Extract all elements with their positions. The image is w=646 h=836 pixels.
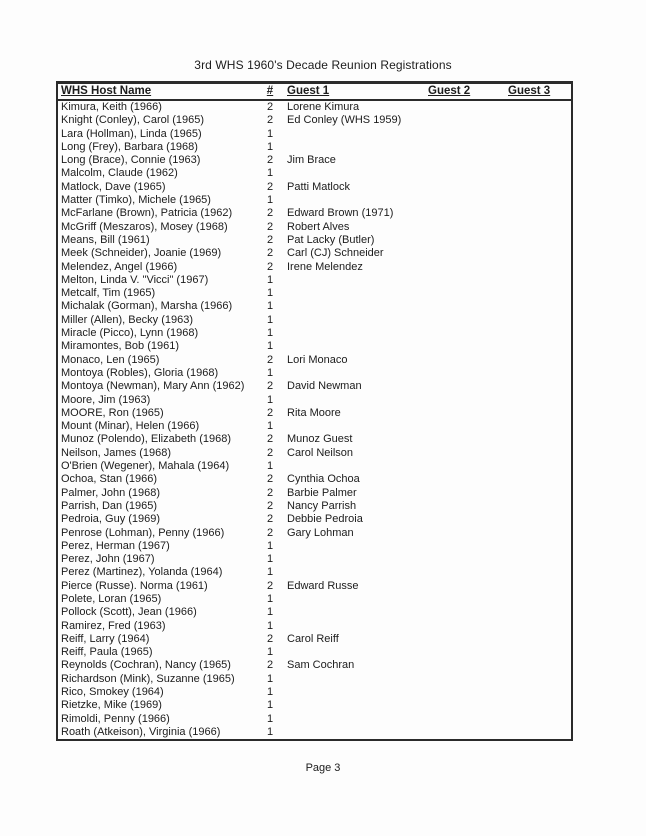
table-row bbox=[58, 407, 571, 420]
table-row bbox=[58, 367, 571, 380]
guest-1-cell: Lori Monaco bbox=[287, 353, 348, 366]
host-name-cell: MOORE, Ron (1965) bbox=[61, 406, 164, 419]
host-name-cell: McFarlane (Brown), Patricia (1962) bbox=[61, 207, 233, 220]
guest-1-cell bbox=[280, 340, 428, 353]
registrations-table bbox=[56, 81, 573, 741]
guest-1-cell: Munoz Guest bbox=[287, 433, 353, 446]
host-name-cell: Mount (Minar), Helen (1966) bbox=[61, 420, 200, 433]
guest-2-cell bbox=[428, 606, 508, 619]
guest-3-cell bbox=[508, 553, 571, 566]
guest-2-cell bbox=[428, 433, 508, 446]
guest-1-cell bbox=[280, 300, 428, 313]
guest-count-cell: 1 bbox=[266, 127, 274, 140]
guest-count-cell: 2 bbox=[266, 486, 274, 499]
table-row bbox=[58, 726, 571, 739]
host-name-cell: Rimoldi, Penny (1966) bbox=[61, 712, 170, 725]
host-name-cell: Long (Brace), Connie (1963) bbox=[61, 154, 201, 167]
table-row bbox=[58, 128, 571, 141]
guest-count-cell: 1 bbox=[266, 167, 274, 180]
header-host-name: WHS Host Name bbox=[61, 85, 152, 97]
table-row bbox=[58, 699, 571, 712]
guest-2-cell bbox=[428, 699, 508, 712]
guest-3-cell bbox=[508, 659, 571, 672]
table-row bbox=[58, 566, 571, 579]
guest-3-cell bbox=[508, 433, 571, 446]
guest-2-cell bbox=[428, 234, 508, 247]
host-name-cell: Meek (Schneider), Joanie (1969) bbox=[61, 247, 222, 260]
host-name-cell: Roath (Atkeison), Virginia (1966) bbox=[61, 725, 221, 738]
guest-1-cell bbox=[280, 394, 428, 407]
host-name-cell: Matlock, Dave (1965) bbox=[61, 180, 166, 193]
table-row bbox=[58, 620, 571, 633]
host-name-cell: Pierce (Russe). Norma (1961) bbox=[61, 579, 208, 592]
guest-1-cell bbox=[280, 620, 428, 633]
guest-count-cell: 1 bbox=[266, 619, 274, 632]
guest-3-cell bbox=[508, 300, 571, 313]
guest-1-cell: Lorene Kimura bbox=[287, 101, 360, 113]
guest-2-cell bbox=[428, 473, 508, 486]
guest-count-cell: 1 bbox=[266, 287, 274, 300]
table-row bbox=[58, 646, 571, 659]
host-name-cell: Pollock (Scott), Jean (1966) bbox=[61, 606, 197, 619]
host-name-cell: Means, Bill (1961) bbox=[61, 233, 150, 246]
table-row bbox=[58, 274, 571, 287]
guest-count-cell: 2 bbox=[266, 233, 274, 246]
guest-count-cell: 2 bbox=[266, 513, 274, 526]
guest-1-cell bbox=[280, 367, 428, 380]
guest-1-cell bbox=[280, 553, 428, 566]
guest-count-cell: 1 bbox=[266, 725, 274, 738]
guest-1-cell: Edward Brown (1971) bbox=[287, 207, 394, 220]
guest-3-cell bbox=[508, 380, 571, 393]
guest-3-cell bbox=[508, 646, 571, 659]
guest-2-cell bbox=[428, 394, 508, 407]
guest-2-cell bbox=[428, 247, 508, 260]
guest-count-cell: 2 bbox=[266, 154, 274, 167]
host-name-cell: Neilson, James (1968) bbox=[61, 446, 172, 459]
guest-2-cell bbox=[428, 141, 508, 154]
guest-1-cell bbox=[280, 314, 428, 327]
guest-2-cell bbox=[428, 221, 508, 234]
guest-3-cell bbox=[508, 101, 571, 114]
guest-count-cell: 2 bbox=[266, 406, 274, 419]
table-row bbox=[58, 261, 571, 274]
guest-1-cell bbox=[280, 686, 428, 699]
guest-count-cell: 1 bbox=[266, 273, 274, 286]
table-row bbox=[58, 540, 571, 553]
header-guest-3: Guest 3 bbox=[508, 85, 551, 97]
guest-2-cell bbox=[428, 154, 508, 167]
guest-1-cell: Nancy Parrish bbox=[287, 499, 357, 512]
guest-1-cell: Gary Lohman bbox=[287, 526, 354, 539]
guest-count-cell: 1 bbox=[266, 313, 274, 326]
host-name-cell: Palmer, John (1968) bbox=[61, 486, 161, 499]
guest-3-cell bbox=[508, 713, 571, 726]
guest-1-cell: Carol Neilson bbox=[287, 446, 354, 459]
guest-1-cell: Carl (CJ) Schneider bbox=[287, 247, 384, 260]
guest-3-cell bbox=[508, 673, 571, 686]
guest-count-cell: 1 bbox=[266, 592, 274, 605]
guest-3-cell bbox=[508, 247, 571, 260]
table-row bbox=[58, 114, 571, 127]
guest-2-cell bbox=[428, 354, 508, 367]
guest-3-cell bbox=[508, 207, 571, 220]
guest-count-cell: 2 bbox=[266, 180, 274, 193]
host-name-cell: Perez, Herman (1967) bbox=[61, 539, 170, 552]
guest-3-cell bbox=[508, 314, 571, 327]
guest-3-cell bbox=[508, 407, 571, 420]
guest-count-cell: 2 bbox=[266, 380, 274, 393]
table-row bbox=[58, 181, 571, 194]
guest-2-cell bbox=[428, 646, 508, 659]
guest-count-cell: 2 bbox=[266, 220, 274, 233]
guest-3-cell bbox=[508, 606, 571, 619]
host-name-cell: Penrose (Lohman), Penny (1966) bbox=[61, 526, 225, 539]
host-name-cell: Polete, Loran (1965) bbox=[61, 592, 162, 605]
guest-1-cell: Pat Lacky (Butler) bbox=[287, 233, 375, 246]
guest-2-cell bbox=[428, 261, 508, 274]
table-row bbox=[58, 247, 571, 260]
guest-3-cell bbox=[508, 354, 571, 367]
host-name-cell: Rico, Smokey (1964) bbox=[61, 686, 164, 699]
guest-2-cell bbox=[428, 566, 508, 579]
host-name-cell: Pedroia, Guy (1969) bbox=[61, 513, 161, 526]
guest-2-cell bbox=[428, 327, 508, 340]
guest-1-cell bbox=[280, 726, 428, 739]
host-name-cell: Melton, Linda V. "Vicci" (1967) bbox=[61, 273, 209, 286]
guest-1-cell: Patti Matlock bbox=[287, 180, 350, 193]
guest-count-cell: 1 bbox=[266, 553, 274, 566]
host-name-cell: Montoya (Newman), Mary Ann (1962) bbox=[61, 380, 245, 393]
header-guest-2: Guest 2 bbox=[428, 85, 471, 97]
table-row bbox=[58, 686, 571, 699]
guest-count-cell: 2 bbox=[266, 260, 274, 273]
guest-3-cell bbox=[508, 487, 571, 500]
page-number: Page 3 bbox=[305, 762, 341, 774]
table-row bbox=[58, 580, 571, 593]
guest-count-cell: 1 bbox=[266, 460, 274, 473]
guest-1-cell bbox=[280, 460, 428, 473]
guest-3-cell bbox=[508, 699, 571, 712]
host-name-cell: Ochoa, Stan (1966) bbox=[61, 473, 158, 486]
guest-count-cell: 2 bbox=[266, 579, 274, 592]
guest-count-cell: 1 bbox=[266, 300, 274, 313]
guest-1-cell: Jim Brace bbox=[287, 154, 336, 167]
guest-1-cell: Rita Moore bbox=[287, 406, 341, 419]
guest-count-cell: 2 bbox=[266, 473, 274, 486]
guest-3-cell bbox=[508, 726, 571, 739]
table-row bbox=[58, 713, 571, 726]
guest-2-cell bbox=[428, 101, 508, 114]
guest-2-cell bbox=[428, 686, 508, 699]
table-row bbox=[58, 487, 571, 500]
guest-3-cell bbox=[508, 287, 571, 300]
table-row bbox=[58, 194, 571, 207]
host-name-cell: Malcolm, Claude (1962) bbox=[61, 167, 178, 180]
table-row bbox=[58, 101, 571, 114]
guest-count-cell: 1 bbox=[266, 686, 274, 699]
guest-count-cell: 2 bbox=[266, 659, 274, 672]
guest-count-cell: 1 bbox=[266, 340, 274, 353]
table-row bbox=[58, 633, 571, 646]
guest-2-cell bbox=[428, 620, 508, 633]
guest-2-cell bbox=[428, 513, 508, 526]
table-row bbox=[58, 659, 571, 672]
host-name-cell: Perez, John (1967) bbox=[61, 553, 155, 566]
guest-2-cell bbox=[428, 367, 508, 380]
host-name-cell: Richardson (Mink), Suzanne (1965) bbox=[61, 672, 235, 685]
guest-count-cell: 1 bbox=[266, 194, 274, 207]
guest-2-cell bbox=[428, 580, 508, 593]
host-name-cell: Parrish, Dan (1965) bbox=[61, 499, 157, 512]
guest-2-cell bbox=[428, 181, 508, 194]
guest-3-cell bbox=[508, 274, 571, 287]
table-row bbox=[58, 141, 571, 154]
guest-3-cell bbox=[508, 540, 571, 553]
guest-3-cell bbox=[508, 686, 571, 699]
guest-2-cell bbox=[428, 287, 508, 300]
guest-count-cell: 1 bbox=[266, 327, 274, 340]
guest-2-cell bbox=[428, 553, 508, 566]
guest-1-cell bbox=[280, 593, 428, 606]
guest-2-cell bbox=[428, 207, 508, 220]
guest-1-cell: Ed Conley (WHS 1959) bbox=[287, 114, 402, 127]
guest-count-cell: 2 bbox=[266, 207, 274, 220]
guest-1-cell: Cynthia Ochoa bbox=[287, 473, 360, 486]
guest-count-cell: 1 bbox=[266, 566, 274, 579]
guest-2-cell bbox=[428, 407, 508, 420]
guest-2-cell bbox=[428, 540, 508, 553]
guest-3-cell bbox=[508, 167, 571, 180]
host-name-cell: Ramirez, Fred (1963) bbox=[61, 619, 166, 632]
guest-3-cell bbox=[508, 114, 571, 127]
guest-1-cell: Debbie Pedroia bbox=[287, 513, 363, 526]
guest-count-cell: 1 bbox=[266, 606, 274, 619]
guest-3-cell bbox=[508, 141, 571, 154]
guest-count-cell: 1 bbox=[266, 672, 274, 685]
table-row bbox=[58, 473, 571, 486]
guest-3-cell bbox=[508, 420, 571, 433]
host-name-cell: Melendez, Angel (1966) bbox=[61, 260, 178, 273]
guest-1-cell: Robert Alves bbox=[287, 220, 350, 233]
guest-2-cell bbox=[428, 447, 508, 460]
guest-2-cell bbox=[428, 659, 508, 672]
guest-count-cell: 1 bbox=[266, 712, 274, 725]
header-guest-count: # bbox=[266, 85, 274, 97]
guest-2-cell bbox=[428, 527, 508, 540]
table-row bbox=[58, 300, 571, 313]
host-name-cell: Reynolds (Cochran), Nancy (1965) bbox=[61, 659, 231, 672]
host-name-cell: Long (Frey), Barbara (1968) bbox=[61, 140, 198, 153]
guest-count-cell: 2 bbox=[266, 632, 274, 645]
host-name-cell: Lara (Hollman), Linda (1965) bbox=[61, 127, 202, 140]
host-name-cell: Montoya (Robles), Gloria (1968) bbox=[61, 366, 219, 379]
table-row bbox=[58, 221, 571, 234]
guest-1-cell bbox=[280, 327, 428, 340]
host-name-cell: Monaco, Len (1965) bbox=[61, 353, 160, 366]
guest-2-cell bbox=[428, 673, 508, 686]
table-row bbox=[58, 447, 571, 460]
host-name-cell: Reiff, Larry (1964) bbox=[61, 632, 150, 645]
guest-2-cell bbox=[428, 500, 508, 513]
guest-count-cell: 1 bbox=[266, 393, 274, 406]
page-title: 3rd WHS 1960's Decade Reunion Registrations bbox=[194, 58, 452, 72]
guest-1-cell bbox=[280, 673, 428, 686]
guest-2-cell bbox=[428, 633, 508, 646]
guest-3-cell bbox=[508, 394, 571, 407]
guest-3-cell bbox=[508, 234, 571, 247]
table-row bbox=[58, 207, 571, 220]
guest-3-cell bbox=[508, 580, 571, 593]
guest-2-cell bbox=[428, 167, 508, 180]
guest-count-cell: 2 bbox=[266, 526, 274, 539]
guest-count-cell: 1 bbox=[266, 366, 274, 379]
guest-3-cell bbox=[508, 593, 571, 606]
table-row bbox=[58, 287, 571, 300]
table-row bbox=[58, 314, 571, 327]
guest-count-cell: 2 bbox=[266, 446, 274, 459]
guest-3-cell bbox=[508, 633, 571, 646]
guest-2-cell bbox=[428, 593, 508, 606]
table-row bbox=[58, 433, 571, 446]
guest-count-cell: 2 bbox=[266, 114, 274, 127]
guest-3-cell bbox=[508, 513, 571, 526]
host-name-cell: Rietzke, Mike (1969) bbox=[61, 699, 162, 712]
guest-1-cell: Barbie Palmer bbox=[287, 486, 357, 499]
host-name-cell: Miracle (Picco), Lynn (1968) bbox=[61, 327, 199, 340]
table-row bbox=[58, 527, 571, 540]
guest-2-cell bbox=[428, 314, 508, 327]
guest-1-cell bbox=[280, 287, 428, 300]
guest-2-cell bbox=[428, 380, 508, 393]
table-row bbox=[58, 354, 571, 367]
table-row bbox=[58, 673, 571, 686]
guest-3-cell bbox=[508, 221, 571, 234]
guest-2-cell bbox=[428, 274, 508, 287]
host-name-cell: Reiff, Paula (1965) bbox=[61, 646, 153, 659]
host-name-cell: Kimura, Keith (1966) bbox=[61, 101, 162, 113]
guest-3-cell bbox=[508, 327, 571, 340]
guest-1-cell bbox=[280, 167, 428, 180]
guest-1-cell bbox=[280, 566, 428, 579]
guest-3-cell bbox=[508, 473, 571, 486]
guest-count-cell: 2 bbox=[266, 353, 274, 366]
guest-1-cell: Irene Melendez bbox=[287, 260, 363, 273]
guest-3-cell bbox=[508, 261, 571, 274]
guest-1-cell bbox=[280, 194, 428, 207]
guest-count-cell: 2 bbox=[266, 433, 274, 446]
host-name-cell: Moore, Jim (1963) bbox=[61, 393, 151, 406]
table-row bbox=[58, 513, 571, 526]
table-row bbox=[58, 234, 571, 247]
guest-1-cell bbox=[280, 606, 428, 619]
guest-1-cell: David Newman bbox=[287, 380, 362, 393]
guest-2-cell bbox=[428, 128, 508, 141]
guest-count-cell: 1 bbox=[266, 420, 274, 433]
host-name-cell: Metcalf, Tim (1965) bbox=[61, 287, 156, 300]
guest-2-cell bbox=[428, 713, 508, 726]
guest-2-cell bbox=[428, 460, 508, 473]
guest-2-cell bbox=[428, 114, 508, 127]
host-name-cell: Knight (Conley), Carol (1965) bbox=[61, 114, 205, 127]
table-row bbox=[58, 606, 571, 619]
guest-1-cell: Carol Reiff bbox=[287, 632, 339, 645]
guest-1-cell bbox=[280, 141, 428, 154]
guest-2-cell bbox=[428, 420, 508, 433]
guest-count-cell: 2 bbox=[266, 101, 274, 113]
guest-1-cell bbox=[280, 646, 428, 659]
table-row bbox=[58, 500, 571, 513]
guest-3-cell bbox=[508, 181, 571, 194]
table-row bbox=[58, 394, 571, 407]
table-row bbox=[58, 327, 571, 340]
guest-count-cell: 1 bbox=[266, 539, 274, 552]
guest-1-cell bbox=[280, 540, 428, 553]
table-row bbox=[58, 420, 571, 433]
guest-3-cell bbox=[508, 566, 571, 579]
guest-count-cell: 2 bbox=[266, 247, 274, 260]
guest-3-cell bbox=[508, 194, 571, 207]
guest-3-cell bbox=[508, 620, 571, 633]
guest-2-cell bbox=[428, 340, 508, 353]
guest-2-cell bbox=[428, 194, 508, 207]
table-row bbox=[58, 380, 571, 393]
guest-3-cell bbox=[508, 367, 571, 380]
host-name-cell: O'Brien (Wegener), Mahala (1964) bbox=[61, 460, 230, 473]
guest-3-cell bbox=[508, 447, 571, 460]
guest-1-cell: Sam Cochran bbox=[287, 659, 355, 672]
guest-1-cell bbox=[280, 713, 428, 726]
guest-count-cell: 2 bbox=[266, 499, 274, 512]
guest-3-cell bbox=[508, 128, 571, 141]
guest-1-cell: Edward Russe bbox=[287, 579, 359, 592]
guest-3-cell bbox=[508, 154, 571, 167]
guest-2-cell bbox=[428, 487, 508, 500]
host-name-cell: Matter (Timko), Michele (1965) bbox=[61, 194, 211, 207]
table-row bbox=[58, 154, 571, 167]
guest-1-cell bbox=[280, 128, 428, 141]
guest-2-cell bbox=[428, 726, 508, 739]
guest-3-cell bbox=[508, 340, 571, 353]
header-guest-1: Guest 1 bbox=[287, 85, 330, 97]
table-row bbox=[58, 553, 571, 566]
host-name-cell: Miramontes, Bob (1961) bbox=[61, 340, 179, 353]
guest-3-cell bbox=[508, 500, 571, 513]
host-name-cell: Perez (Martinez), Yolanda (1964) bbox=[61, 566, 223, 579]
guest-2-cell bbox=[428, 300, 508, 313]
guest-1-cell bbox=[280, 274, 428, 287]
guest-3-cell bbox=[508, 460, 571, 473]
guest-3-cell bbox=[508, 527, 571, 540]
host-name-cell: Munoz (Polendo), Elizabeth (1968) bbox=[61, 433, 231, 446]
table-row bbox=[58, 460, 571, 473]
guest-1-cell bbox=[280, 420, 428, 433]
guest-count-cell: 1 bbox=[266, 699, 274, 712]
table-row bbox=[58, 167, 571, 180]
guest-count-cell: 1 bbox=[266, 646, 274, 659]
host-name-cell: McGriff (Meszaros), Mosey (1968) bbox=[61, 220, 228, 233]
table-body bbox=[58, 101, 571, 739]
table-header-row bbox=[58, 84, 571, 101]
table-row bbox=[58, 340, 571, 353]
guest-1-cell bbox=[280, 699, 428, 712]
table-row bbox=[58, 593, 571, 606]
guest-count-cell: 1 bbox=[266, 140, 274, 153]
host-name-cell: Michalak (Gorman), Marsha (1966) bbox=[61, 300, 233, 313]
host-name-cell: Miller (Allen), Becky (1963) bbox=[61, 313, 194, 326]
